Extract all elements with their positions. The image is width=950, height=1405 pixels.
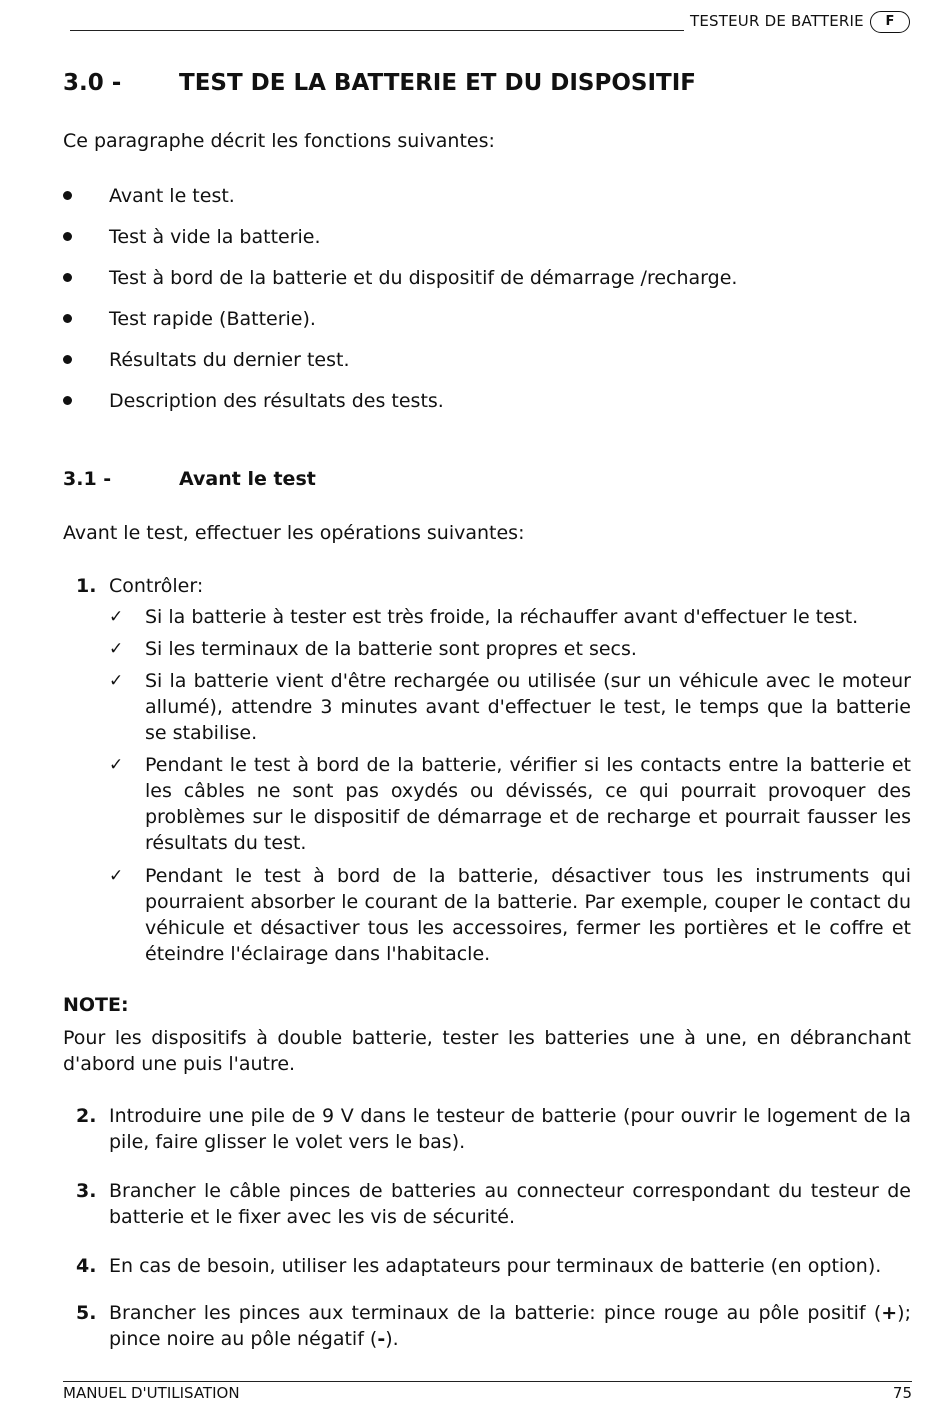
step-number: 5. bbox=[76, 1302, 97, 1324]
step-number: 2. bbox=[76, 1105, 97, 1127]
check-icon: ✓ bbox=[109, 866, 124, 886]
check-icon: ✓ bbox=[109, 639, 124, 659]
note-label: NOTE: bbox=[63, 994, 129, 1016]
subsection-number: 3.1 - bbox=[63, 468, 112, 490]
section-heading bbox=[63, 70, 696, 96]
subsection-heading bbox=[63, 468, 316, 490]
step-number: 3. bbox=[76, 1180, 97, 1202]
bullet-icon bbox=[63, 396, 72, 405]
manual-page: TESTEUR DE BATTERIE F 3.0 - TEST DE LA BATTERIE ET DU DISPOSITIF Ce paragraphe décrit les fonctions suivantes: Avant le test. Test à vide la batterie. Test à bord de la batterie et du dispositif de démarrage /recharge. Test rapide (Batterie). Résultats du dernier test. Description des résultats des tests. 3.1 - Avant le test Avant le test, effectuer les opérations suivantes: 1. Contrôler: ✓ Si la batterie à tester est très froide, la réchauffer avant d'effectuer le test. ✓ Si les terminaux de la batterie sont propres et secs. ✓ Si la batterie vient d'être rechargée ou utilisée (sur un véhicule avec le moteur allumé), attendre 3 minutes avant d'effectuer le test, le temps que la batterie se stabilise. ✓ Pendant le test à bord de la batterie, vérifier si les contacts entre la batterie et les câbles ne sont pas oxydés ou dévissés, ce qui pourrait provoquer des problèmes sur le dispositif de démarrage et de recharge et pourrait fausser les résultats du test. ✓ Pendant le test à bord de la batterie, désactiver tous les instruments qui pourraient absorber le courant de la batterie. Par exemple, couper le contact du véhicule et désactiver tous les accessoires, fermer les portières et le coffre et éteindre l'éclairage dans l'habitacle. 2. Introduire une pile de 9 V dans le testeur de batterie (pour ouvrir le logement de la pile, faire glisser le volet vers le bas). 3. Brancher le câble pinces de batteries au connecteur correspondant du testeur de batterie et le fixer avec les vis de sécurité. 4. En cas de besoin, utiliser les adaptateurs pour terminaux de batterie (en option). 5. Brancher les pinces aux terminaux de la batterie: pince rouge au pôle positif (+); pince noire au pôle négatif (-). NOTE: Pour les dispositifs à double batterie, tester les batteries une à une, en débranchant d'abord une puis l'autre. MANUEL D'UTILISATION 75 bbox=[63, 12, 912, 1402]
minus-sign: - bbox=[377, 1328, 386, 1350]
note-text: Pour les dispositifs à double batterie, tester les batteries une à une, en débranchant d'abord une puis l'autre. bbox=[63, 1027, 911, 1075]
page-number: 75 bbox=[892, 1384, 912, 1402]
bullet-icon bbox=[63, 232, 72, 241]
before-test-intro: Avant le test, effectuer les opérations suivantes: bbox=[63, 522, 525, 544]
step-text: Brancher le câble pinces de batteries au connecteur correspondant du testeur de batterie et le fixer avec les vis de sécurité. bbox=[109, 1180, 911, 1228]
bullet-icon bbox=[63, 273, 72, 282]
step-number: 1. bbox=[76, 575, 97, 597]
step-number: 4. bbox=[76, 1255, 97, 1277]
language-badge: F bbox=[870, 11, 910, 33]
footer-title: MANUEL D'UTILISATION bbox=[63, 1384, 240, 1402]
header-rule bbox=[70, 30, 684, 31]
footer-rule bbox=[63, 1381, 912, 1382]
step-text: Introduire une pile de 9 V dans le testeur de batterie (pour ouvrir le logement de la pile, faire glisser le volet vers le bas). bbox=[109, 1105, 911, 1153]
bullet-icon bbox=[63, 191, 72, 200]
check-icon: ✓ bbox=[109, 755, 124, 775]
step-text: En cas de besoin, utiliser les adaptateurs pour terminaux de batterie (en option). bbox=[109, 1255, 882, 1277]
running-header bbox=[70, 12, 912, 34]
section-title: TEST DE LA BATTERIE ET DU DISPOSITIF bbox=[179, 70, 696, 96]
header-title: TESTEUR DE BATTERIE bbox=[690, 12, 864, 30]
subsection-title: Avant le test bbox=[179, 468, 316, 490]
check-icon: ✓ bbox=[109, 607, 124, 627]
intro-text: Ce paragraphe décrit les fonctions suivantes: bbox=[63, 130, 495, 152]
step-text: Brancher les pinces aux terminaux de la batterie: pince rouge au pôle positif (+); pince noire au pôle négatif (-). bbox=[109, 1302, 911, 1350]
check-icon: ✓ bbox=[109, 671, 124, 691]
section-number: 3.0 - bbox=[63, 70, 122, 96]
step-text: Contrôler: bbox=[109, 575, 204, 597]
bullet-icon bbox=[63, 355, 72, 364]
bullet-icon bbox=[63, 314, 72, 323]
plus-sign: + bbox=[881, 1302, 898, 1324]
